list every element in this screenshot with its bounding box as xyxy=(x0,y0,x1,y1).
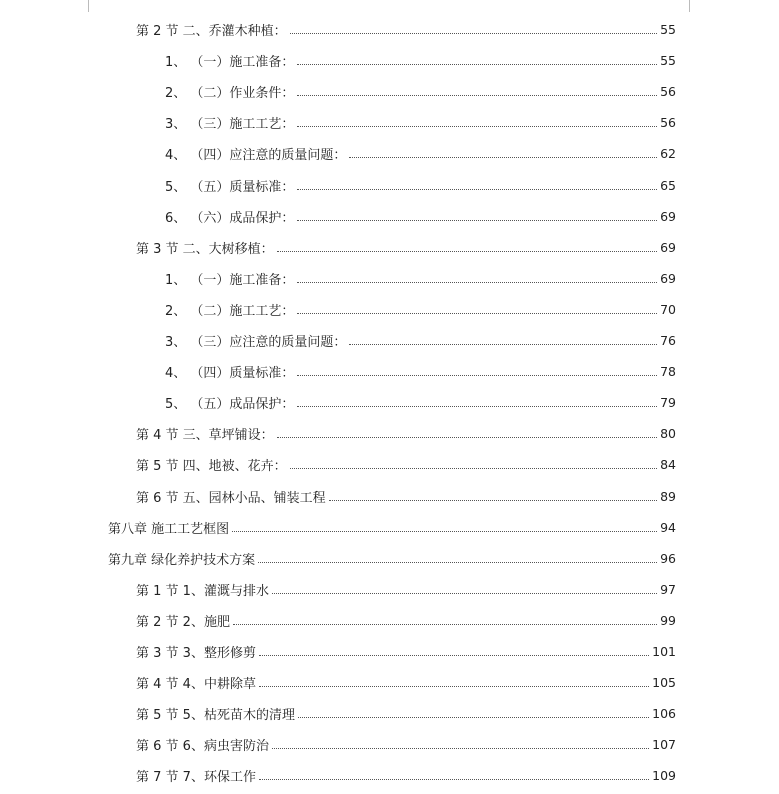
toc-page-number: 56 xyxy=(660,115,676,131)
toc-entry-title: 3、 （三）应注意的质量问题： xyxy=(165,335,347,350)
dot-leader xyxy=(297,406,657,407)
toc-entry[interactable] xyxy=(136,481,676,512)
toc-entry[interactable] xyxy=(136,449,676,480)
toc-entry[interactable] xyxy=(136,574,676,605)
toc-page-number: 62 xyxy=(660,146,676,162)
toc-entry-title: 第 1 节 1、灌溉与排水 xyxy=(136,583,269,599)
dot-leader xyxy=(259,686,649,687)
toc-entry-title: 第 4 节 三、草坪铺设： xyxy=(136,428,274,444)
margin-corner-mark xyxy=(689,0,690,12)
dot-leader xyxy=(329,500,657,501)
toc-page-number: 55 xyxy=(660,53,676,69)
toc-entry-title: 3、 （三）施工工艺： xyxy=(165,117,295,133)
toc-entry-title: 2、 （二）作业条件： xyxy=(165,86,295,102)
toc-entry[interactable] xyxy=(165,107,676,138)
dot-leader xyxy=(277,437,657,438)
toc-page-number: 99 xyxy=(660,612,676,628)
toc-page-number: 89 xyxy=(660,488,676,504)
toc-page-number: 76 xyxy=(660,333,676,348)
toc-entry-title: 第 3 节 3、整形修剪 xyxy=(136,646,256,661)
toc-page-number: 78 xyxy=(660,364,676,380)
toc-entry[interactable] xyxy=(165,138,676,169)
toc-page-number: 94 xyxy=(660,519,676,535)
toc-entry[interactable] xyxy=(165,294,676,325)
dot-leader xyxy=(277,251,657,252)
dot-leader xyxy=(290,468,657,469)
dot-leader xyxy=(232,531,657,532)
toc-entry[interactable] xyxy=(165,387,676,418)
toc-entry[interactable] xyxy=(136,760,676,791)
toc-page-number: 109 xyxy=(652,768,676,784)
toc-entry-title: 第九章 绿化养护技术方案 xyxy=(108,552,256,568)
toc-entry[interactable] xyxy=(165,201,676,232)
toc-entry-title: 第八章 施工工艺框图 xyxy=(108,521,230,537)
toc-entry[interactable] xyxy=(136,232,676,263)
dot-leader xyxy=(297,95,657,96)
toc-page-number: 101 xyxy=(652,644,676,659)
dot-leader xyxy=(290,33,657,34)
toc-entry-title: 第 5 节 5、枯死苗木的清理 xyxy=(136,708,295,724)
toc-page-number: 56 xyxy=(660,84,676,100)
toc-entry[interactable] xyxy=(136,698,676,729)
toc-entry-title: 第 4 节 4、中耕除草 xyxy=(136,677,256,693)
toc-entry[interactable] xyxy=(165,325,676,356)
toc-entry-title: 4、 （四）应注意的质量问题： xyxy=(165,148,347,164)
toc-entry-title: 第 3 节 二、大树移植： xyxy=(136,241,274,257)
toc-entry[interactable] xyxy=(165,170,676,201)
toc-entry[interactable] xyxy=(165,76,676,107)
dot-leader xyxy=(297,313,657,314)
toc-page-number: 105 xyxy=(652,675,676,691)
toc-entry-title: 1、 （一）施工准备： xyxy=(165,272,295,288)
dot-leader xyxy=(297,220,657,221)
toc-entry-title: 第 2 节 2、施肥 xyxy=(136,614,230,630)
margin-corner-mark xyxy=(88,0,89,12)
toc-page-number: 55 xyxy=(660,22,676,37)
dot-leader xyxy=(298,717,649,718)
toc-entry[interactable] xyxy=(108,512,676,543)
toc-page-number: 107 xyxy=(652,737,676,753)
toc-page-number: 84 xyxy=(660,457,676,473)
toc-page-number: 97 xyxy=(660,581,676,597)
toc-entry-title: 第 7 节 7、环保工作 xyxy=(136,770,256,786)
toc-entry-title: 第 2 节 二、乔灌木种植： xyxy=(136,24,287,39)
toc-entry[interactable] xyxy=(136,14,676,45)
toc-entry-title: 5、 （五）质量标准： xyxy=(165,179,295,195)
toc-page-number: 69 xyxy=(660,239,676,255)
toc-entry[interactable] xyxy=(136,636,676,667)
dot-leader xyxy=(258,562,657,563)
toc-page-number: 80 xyxy=(660,426,676,442)
toc-page-number: 65 xyxy=(660,177,676,193)
toc-page-number: 79 xyxy=(660,395,676,411)
dot-leader xyxy=(297,189,657,190)
dot-leader xyxy=(297,126,657,127)
toc-page-number: 106 xyxy=(652,706,676,722)
toc-entry-title: 第 6 节 6、病虫害防治 xyxy=(136,739,269,755)
toc-entry[interactable] xyxy=(136,667,676,698)
toc-entry[interactable] xyxy=(165,356,676,387)
toc-entry[interactable] xyxy=(165,45,676,76)
dot-leader xyxy=(259,655,649,656)
toc-page-number: 70 xyxy=(660,301,676,317)
toc-entry-title: 1、 （一）施工准备： xyxy=(165,55,295,71)
toc-entry-title: 6、 （六）成品保护： xyxy=(165,210,295,226)
toc-entry[interactable] xyxy=(165,263,676,294)
toc-entry-title: 2、 （二）施工工艺： xyxy=(165,303,295,319)
dot-leader xyxy=(349,344,657,345)
dot-leader xyxy=(233,624,657,625)
toc-entry-title: 第 6 节 五、园林小品、铺装工程 xyxy=(136,490,326,506)
toc-entry[interactable] xyxy=(108,543,676,574)
toc-page-number: 69 xyxy=(660,270,676,286)
dot-leader xyxy=(297,64,657,65)
toc-entry-title: 第 5 节 四、地被、花卉： xyxy=(136,459,287,475)
dot-leader xyxy=(297,375,657,376)
dot-leader xyxy=(272,593,657,594)
dot-leader xyxy=(259,779,649,780)
toc-entry-title: 4、 （四）质量标准： xyxy=(165,366,295,382)
toc-entry[interactable] xyxy=(136,418,676,449)
toc-page-number: 96 xyxy=(660,550,676,566)
toc-entry[interactable] xyxy=(136,729,676,760)
dot-leader xyxy=(349,157,657,158)
dot-leader xyxy=(297,282,657,283)
toc-page-number: 69 xyxy=(660,208,676,224)
toc-entry[interactable] xyxy=(136,605,676,636)
toc-entry-title: 5、 （五）成品保护： xyxy=(165,397,295,413)
dot-leader xyxy=(272,748,649,749)
